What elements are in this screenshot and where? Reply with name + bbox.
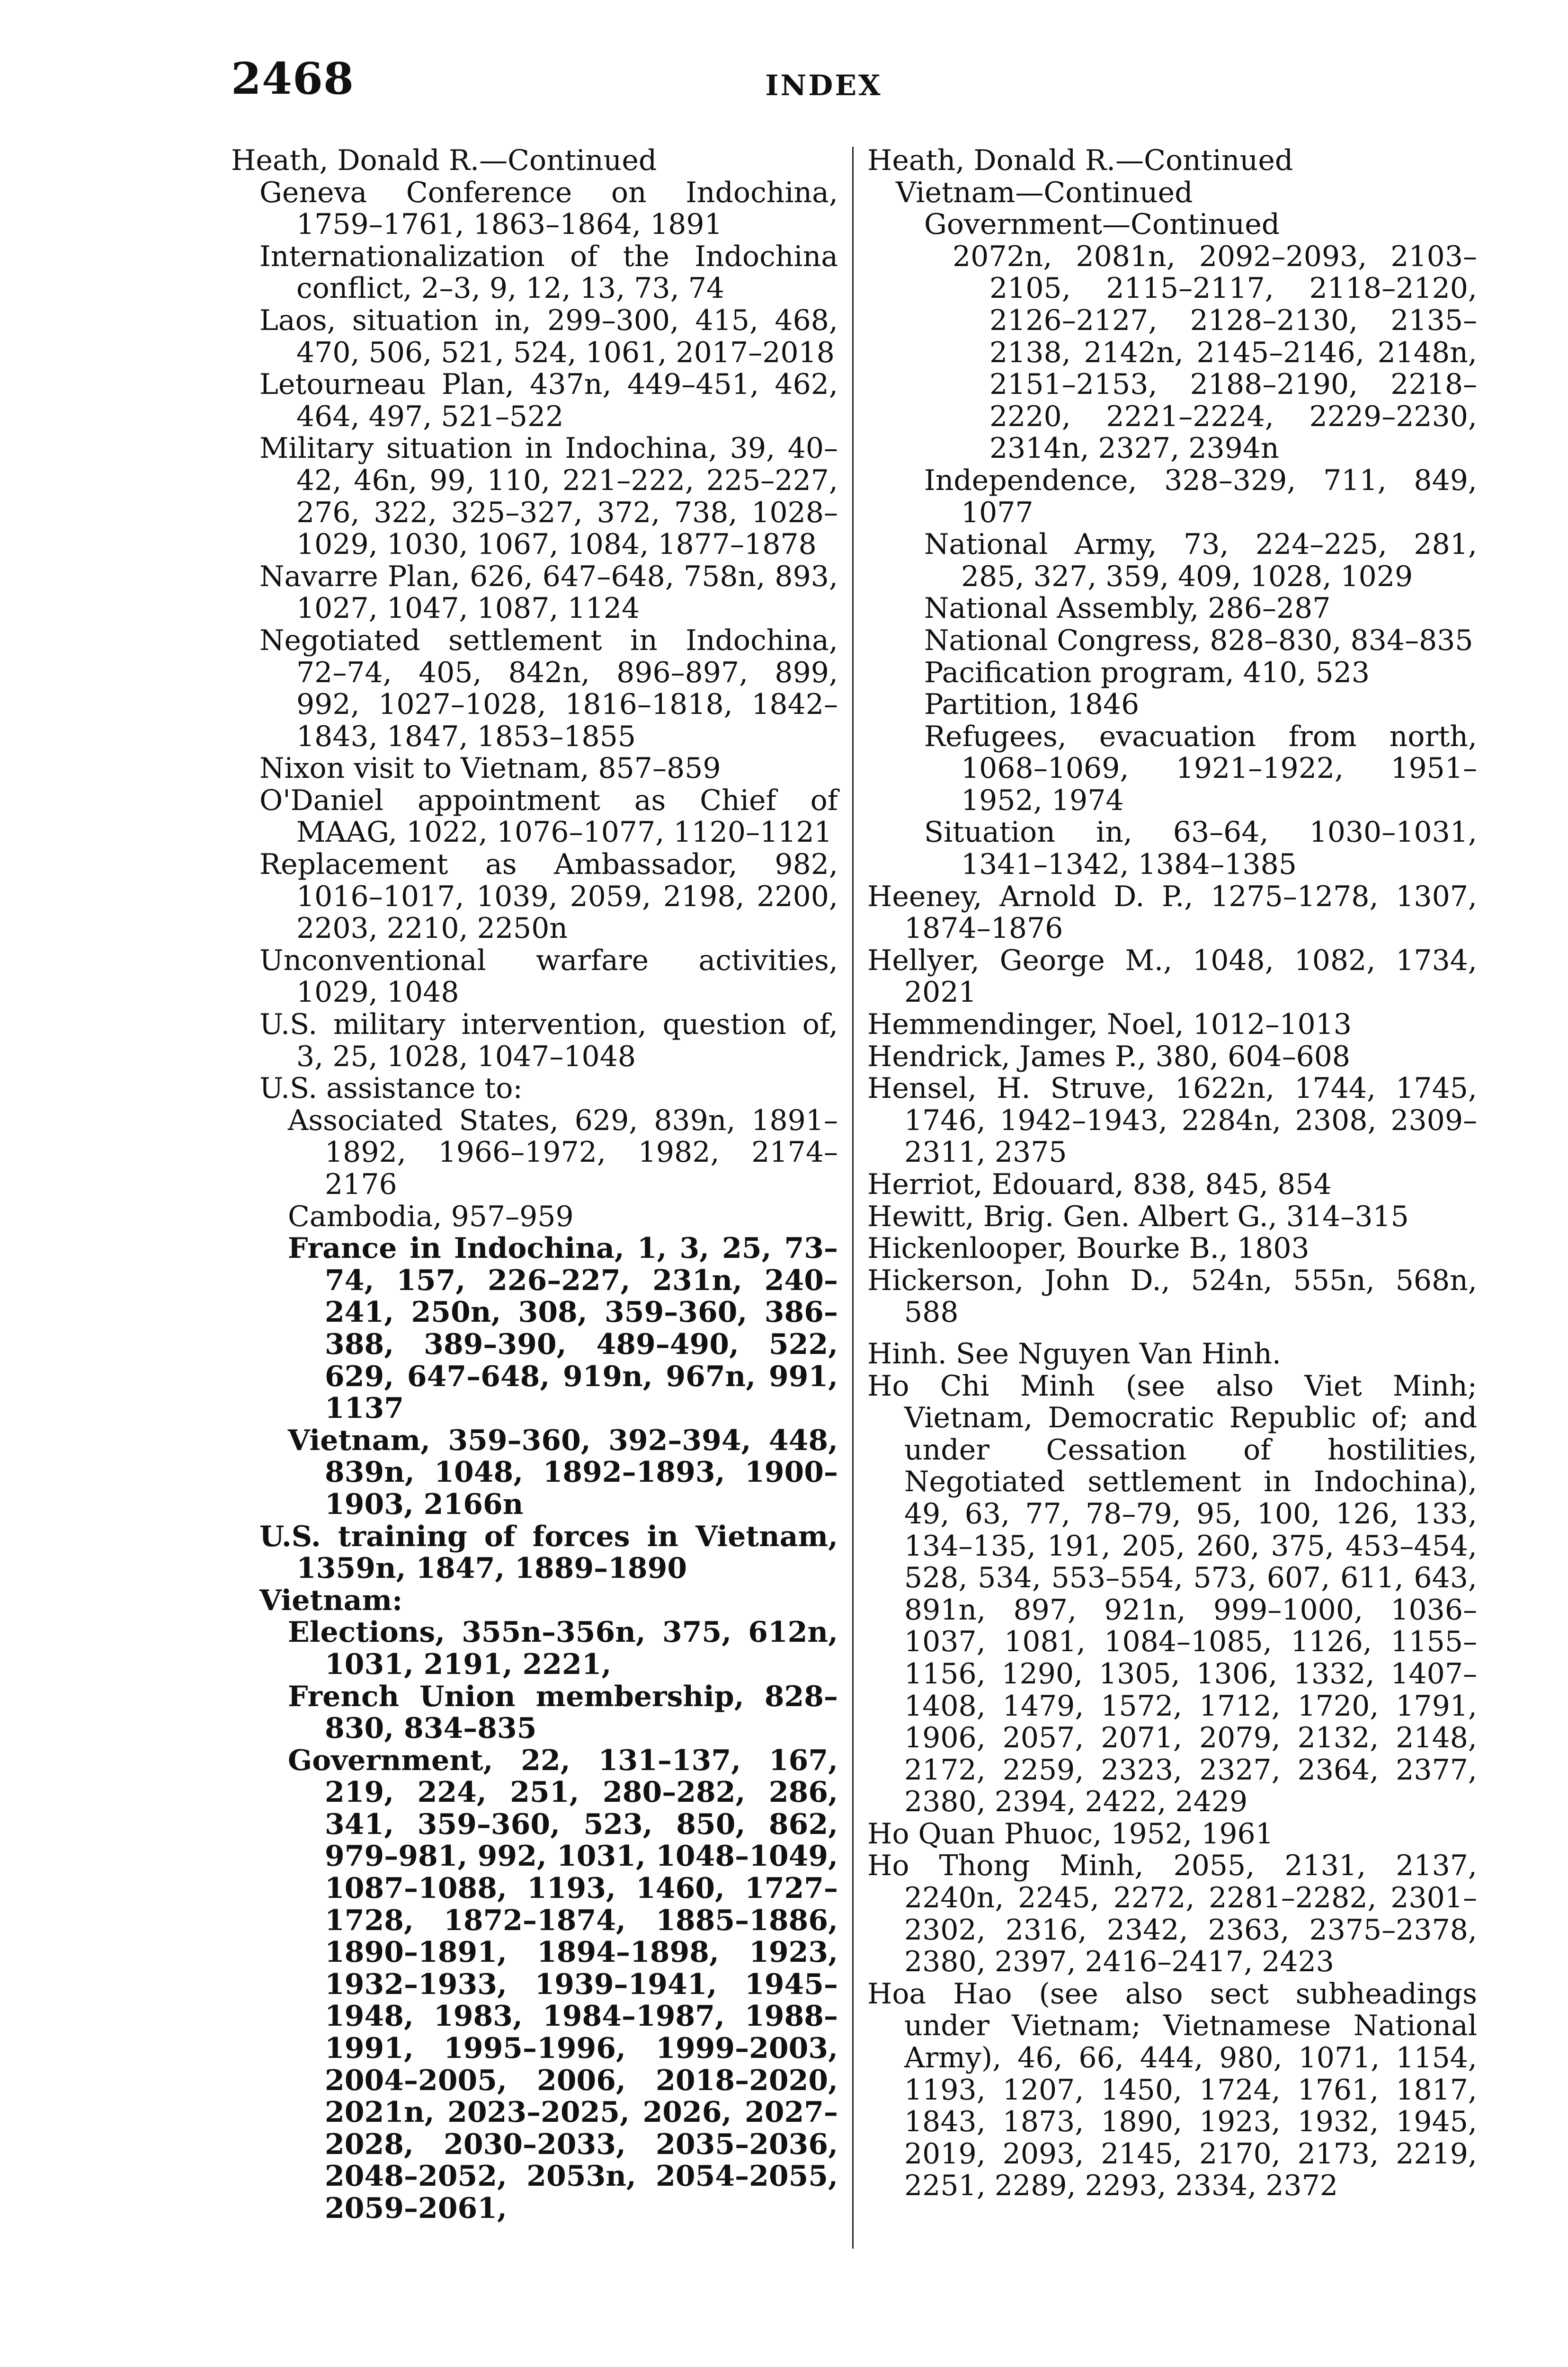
index-entry: Heath, Donald R.—Continued bbox=[231, 144, 657, 177]
index-entry: Hensel, H. Struve, 1622n, 1744, 1745, 1746, 1942–1943, 2284n, 2308, 2309–2311, 2375 bbox=[867, 1072, 1477, 1169]
index-entry: O'Daniel appointment as Chief of MAAG, 1022, 1076–1077, 1120–1121 bbox=[259, 783, 838, 849]
index-entry: Hickerson, John D., 524n, 555n, 568n, 588 bbox=[867, 1264, 1477, 1329]
index-entry: Letourneau Plan, 437n, 449–451, 462, 464, 497, 521–522 bbox=[259, 368, 838, 433]
index-entry: Heeney, Arnold D. P., 1275–1278, 1307, 1874–1876 bbox=[867, 880, 1477, 945]
index-entry: Vietnam, 359–360, 392–394, 448, 839n, 1048, 1892–1893, 1900–1903, 2166n bbox=[288, 1424, 838, 1521]
index-entry: Associated States, 629, 839n, 1891–1892, 1966–1972, 1982, 2174–2176 bbox=[288, 1103, 838, 1201]
index-entry: Hoa Hao (see also sect subheadings under Vietnam; Vietnamese National Army), 46, 66, 444, 980, 1071, 1154, 1193, 1207, 1450, 1724, 1761, 1817, 1843, 1873, 1890, 1923, 1932, 1945, 2019, 2093, 2145, 2170, 2173, 2219, 2251, 2289, 2293, 2334, 2372 bbox=[867, 1977, 1477, 2203]
index-entry: Cambodia, 957–959 bbox=[288, 1200, 574, 1233]
index-entry: Government, 22, 131–137, 167, 219, 224, 251, 280–282, 286, 341, 359–360, 523, 850, 862, 979–981, 992, 1031, 1048–1049, 1087–1088, 1193, 1460, 1727–1728, 1872–1874, 1885–1886, 1890–1891, 1894–1898, 1923, 1932–1933, 1939–1941, 1945–1948, 1983, 1984–1987, 1988–1991, 1995–1996, 1999–2003, 2004–2005, 2006, 2018–2020, 2021n, 2023–2025, 2026, 2027–2028, 2030–2033, 2035–2036, 2048–2052, 2053n, 2054–2055, 2059–2061, bbox=[288, 1744, 838, 2225]
index-entry: Ho Chi Minh (see also Viet Minh; Vietnam, Democratic Republic of; and under Cessation of hostilities, Negotiated settlement in Indochina), 49, 63, 77, 78–79, 95, 100, 126, 133, 134–135, 191, 205, 260, 375, 453–454, 528, 534, 553–554, 573, 607, 611, 643, 891n, 897, 921n, 999–1000, 1036–1037, 1081, 1084–1085, 1126, 1155–1156, 1290, 1305, 1306, 1332, 1407–1408, 1479, 1572, 1712, 1720, 1791, 1906, 2057, 2071, 2079, 2132, 2148, 2172, 2259, 2323, 2327, 2364, 2377, 2380, 2394, 2422, 2429 bbox=[867, 1369, 1477, 1819]
index-entry: Unconventional warfare activities, 1029, 1048 bbox=[259, 943, 838, 1009]
index-column-right bbox=[867, 145, 1477, 2202]
index-entry: Hellyer, George M., 1048, 1082, 1734, 2021 bbox=[867, 943, 1477, 1009]
index-entry: National Congress, 828–830, 834–835 bbox=[924, 623, 1473, 657]
index-entry: Herriot, Edouard, 838, 845, 854 bbox=[867, 1168, 1332, 1201]
index-entry: Hewitt, Brig. Gen. Albert G., 314–315 bbox=[867, 1200, 1409, 1233]
index-entry: Refugees, evacuation from north, 1068–1069, 1921–1922, 1951–1952, 1974 bbox=[924, 720, 1477, 817]
index-entry: Military situation in Indochina, 39, 40–42, 46n, 99, 110, 221–222, 225–227, 276, 322, 325–327, 372, 738, 1028–1029, 1030, 1067, 1084, 1877–1878 bbox=[259, 432, 838, 561]
index-entry: Internationalization of the Indochina conflict, 2–3, 9, 12, 13, 73, 74 bbox=[259, 240, 838, 305]
index-entry: U.S. military intervention, question of, 3, 25, 1028, 1047–1048 bbox=[259, 1008, 838, 1073]
page-header bbox=[231, 53, 1417, 110]
index-entry: Negotiated settlement in Indochina, 72–74, 405, 842n, 896–897, 899, 992, 1027–1028, 1816–1818, 1842–1843, 1847, 1853–1855 bbox=[259, 623, 838, 753]
index-entry: Hickenlooper, Bourke B., 1803 bbox=[867, 1232, 1310, 1265]
index-entry: Hemmendinger, Noel, 1012–1013 bbox=[867, 1008, 1352, 1041]
index-entry: National Assembly, 286–287 bbox=[924, 592, 1331, 625]
index-entry: Independence, 328–329, 711, 849, 1077 bbox=[924, 463, 1477, 529]
index-entry: Ho Thong Minh, 2055, 2131, 2137, 2240n, 2245, 2272, 2281–2282, 2301–2302, 2316, 2342, 2363, 2375–2378, 2380, 2397, 2416–2417, 2423 bbox=[867, 1849, 1477, 1979]
index-entry: Hendrick, James P., 380, 604–608 bbox=[867, 1040, 1351, 1073]
index-entry: Heath, Donald R.—Continued bbox=[867, 144, 1293, 177]
index-entry: Laos, situation in, 299–300, 415, 468, 470, 506, 521, 524, 1061, 2017–2018 bbox=[259, 303, 838, 369]
index-entry: Government—Continued bbox=[924, 208, 1280, 241]
index-entry: Navarre Plan, 626, 647–648, 758n, 893, 1027, 1047, 1087, 1124 bbox=[259, 560, 838, 625]
index-entry: U.S. assistance to: bbox=[259, 1072, 523, 1105]
index-entry: Nixon visit to Vietnam, 857–859 bbox=[259, 752, 721, 785]
index-entry: Vietnam: bbox=[259, 1584, 403, 1617]
index-entry: U.S. training of forces in Vietnam, 1359n, 1847, 1889–1890 bbox=[259, 1520, 838, 1585]
index-entry: 2072n, 2081n, 2092–2093, 2103–2105, 2115–2117, 2118–2120, 2126–2127, 2128–2130, 2135–2138, 2142n, 2145–2146, 2148n, 2151–2153, 2188–2190, 2218–2220, 2221–2224, 2229–2230, 2314n, 2327, 2394n bbox=[953, 240, 1477, 465]
page-number: 2468 bbox=[231, 53, 355, 104]
index-entry: Partition, 1846 bbox=[924, 688, 1140, 721]
index-column-left bbox=[231, 145, 838, 2225]
running-head-title: INDEX bbox=[765, 69, 882, 102]
index-entry: National Army, 73, 224–225, 281, 285, 327, 359, 409, 1028, 1029 bbox=[924, 528, 1477, 593]
index-entry: Hinh. See Nguyen Van Hinh. bbox=[867, 1337, 1281, 1370]
index-entry: French Union membership, 828–830, 834–835 bbox=[288, 1680, 838, 1745]
index-entry: Elections, 355n–356n, 375, 612n, 1031, 2191, 2221, bbox=[288, 1616, 838, 1681]
column-divider bbox=[852, 147, 854, 2249]
index-entry: Vietnam—Continued bbox=[896, 176, 1193, 209]
index-entry: Ho Quan Phuoc, 1952, 1961 bbox=[867, 1817, 1274, 1851]
index-entry: France in Indochina, 1, 3, 25, 73–74, 157, 226–227, 231n, 240–241, 250n, 308, 359–360, 386–388, 389–390, 489–490, 522, 629, 647–648, 919n, 967n, 991, 1137 bbox=[288, 1232, 838, 1425]
index-entry: Situation in, 63–64, 1030–1031, 1341–1342, 1384–1385 bbox=[924, 816, 1477, 881]
index-entry: Replacement as Ambassador, 982, 1016–1017, 1039, 2059, 2198, 2200, 2203, 2210, 2250n bbox=[259, 848, 838, 945]
index-entry: Pacification program, 410, 523 bbox=[924, 656, 1370, 689]
index-entry: Geneva Conference on Indochina, 1759–1761, 1863–1864, 1891 bbox=[259, 176, 838, 241]
